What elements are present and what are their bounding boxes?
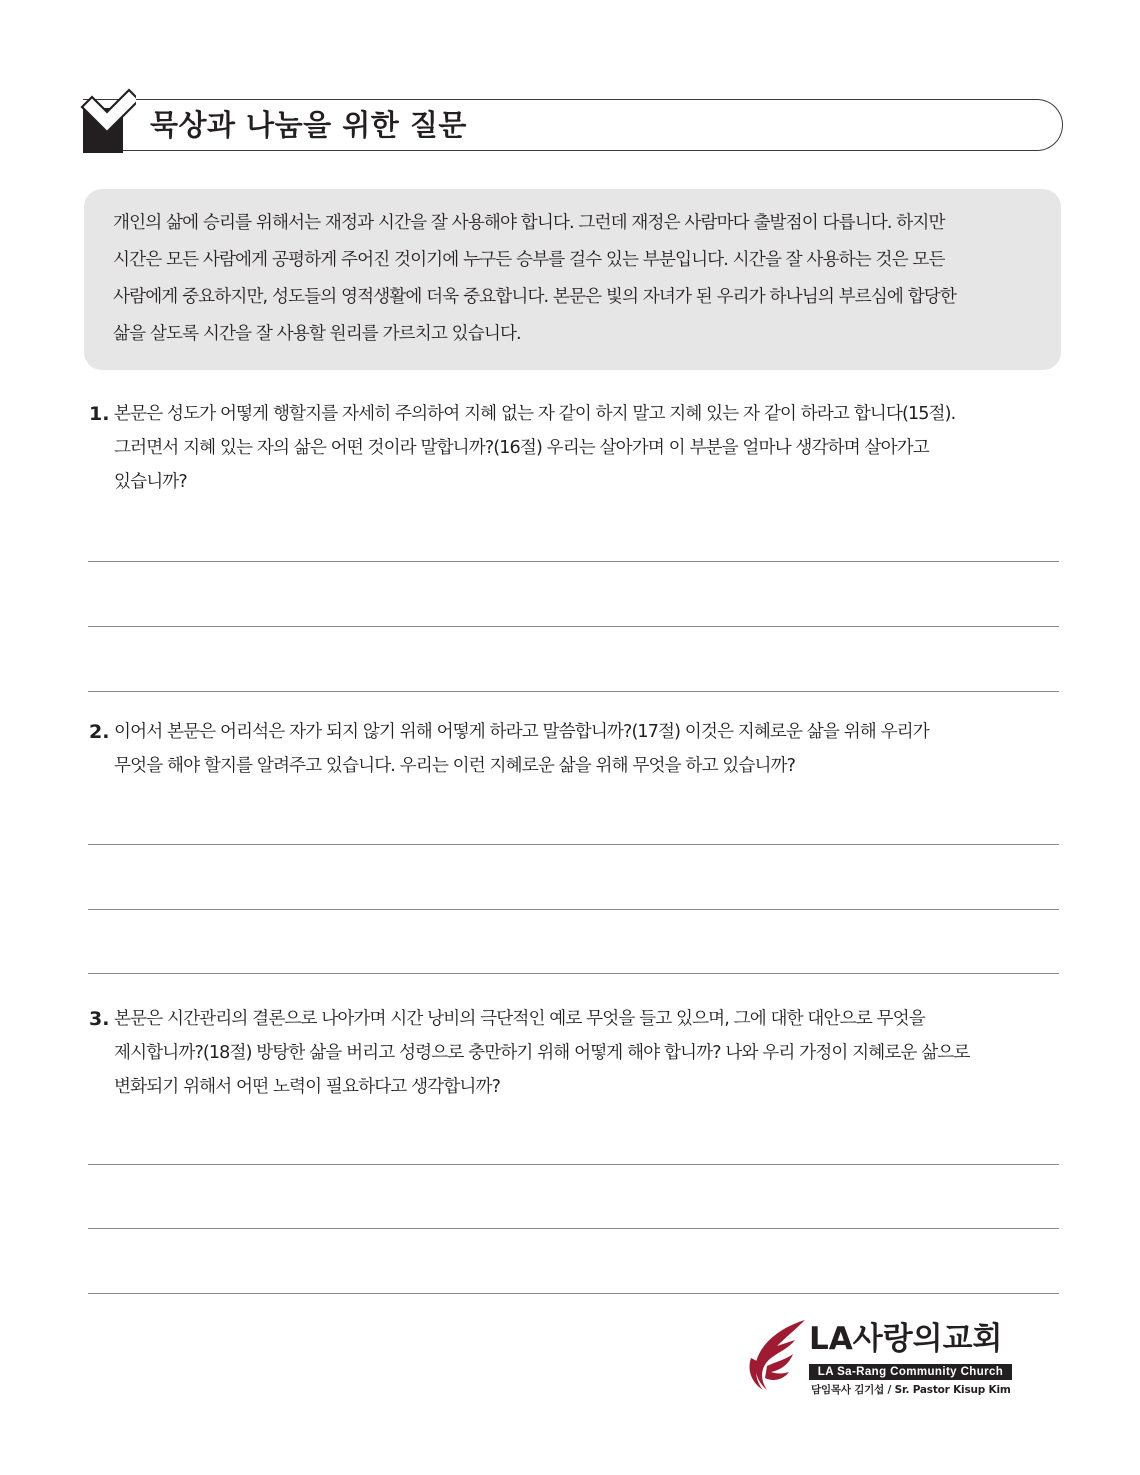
intro-line: 삶을 살도록 시간을 잘 사용할 원리를 가르치고 있습니다. bbox=[113, 324, 521, 344]
flame-logo-icon bbox=[745, 1318, 807, 1393]
answer-line[interactable] bbox=[88, 1293, 1059, 1294]
answer-line[interactable] bbox=[88, 626, 1059, 627]
question-number: 1. bbox=[89, 403, 110, 425]
answer-line[interactable] bbox=[88, 844, 1059, 845]
logo-english-name: LA Sa-Rang Community Church bbox=[809, 1364, 1012, 1380]
question-line: 그러면서 지혜 있는 자의 삶은 어떤 것이라 말합니까?(16절) 우리는 살아가며 이 부분을 얼마나 생각하며 살아가고 bbox=[114, 438, 929, 458]
intro-line: 개인의 삶에 승리를 위해서는 재정과 시간을 잘 사용해야 합니다. 그런데 재정은 사람마다 출발점이 다릅니다. 하지만 bbox=[113, 213, 945, 233]
question-line: 이어서 본문은 어리석은 자가 되지 않기 위해 어떻게 하라고 말씀합니까?(17절) 이것은 지혜로운 삶을 위해 우리가 bbox=[114, 722, 929, 742]
answer-line[interactable] bbox=[88, 561, 1059, 562]
intro-line: 시간은 모든 사람에게 공평하게 주어진 것이기에 누구든 승부를 걸수 있는 부분입니다. 시간을 잘 사용하는 것은 모든 bbox=[113, 250, 945, 270]
answer-line[interactable] bbox=[88, 691, 1059, 692]
answer-line[interactable] bbox=[88, 1228, 1059, 1229]
question-line: 제시합니까?(18절) 방탕한 삶을 버리고 성령으로 충만하기 위해 어떻게 해야 합니까? 나와 우리 가정이 지혜로운 삶으로 bbox=[114, 1043, 970, 1063]
answer-line[interactable] bbox=[88, 909, 1059, 910]
question-line: 무엇을 해야 할지를 알려주고 있습니다. 우리는 이런 지혜로운 삶을 위해 무엇을 하고 있습니까? bbox=[114, 756, 796, 776]
intro-line: 사람에게 중요하지만, 성도들의 영적생활에 더욱 중요합니다. 본문은 빛의 자녀가 된 우리가 하나님의 부르심에 합당한 bbox=[113, 287, 956, 307]
page-title: 묵상과 나눔을 위한 질문 bbox=[150, 108, 467, 142]
logo-pastor: 담임목사 김기섭 / Sr. Pastor Kisup Kim bbox=[811, 1384, 1011, 1396]
question-number: 3. bbox=[89, 1008, 110, 1030]
answer-line[interactable] bbox=[88, 1164, 1059, 1165]
question-line: 변화되기 위해서 어떤 노력이 필요하다고 생각합니까? bbox=[114, 1077, 501, 1097]
question-number: 2. bbox=[89, 721, 110, 743]
question-line: 있습니까? bbox=[114, 472, 187, 492]
answer-line[interactable] bbox=[88, 973, 1059, 974]
church-logo bbox=[745, 1318, 1025, 1398]
checkbox-check-icon bbox=[76, 88, 136, 154]
logo-name: LA사랑의교회 bbox=[809, 1321, 1003, 1357]
question-line: 본문은 시간관리의 결론으로 나아가며 시간 낭비의 극단적인 예로 무엇을 들고 있으며, 그에 대한 대안으로 무엇을 bbox=[114, 1009, 925, 1029]
question-line: 본문은 성도가 어떻게 행할지를 자세히 주의하여 지혜 없는 자 같이 하지 말고 지혜 있는 자 같이 하라고 합니다(15절). bbox=[114, 404, 956, 424]
intro-box bbox=[84, 189, 1061, 370]
